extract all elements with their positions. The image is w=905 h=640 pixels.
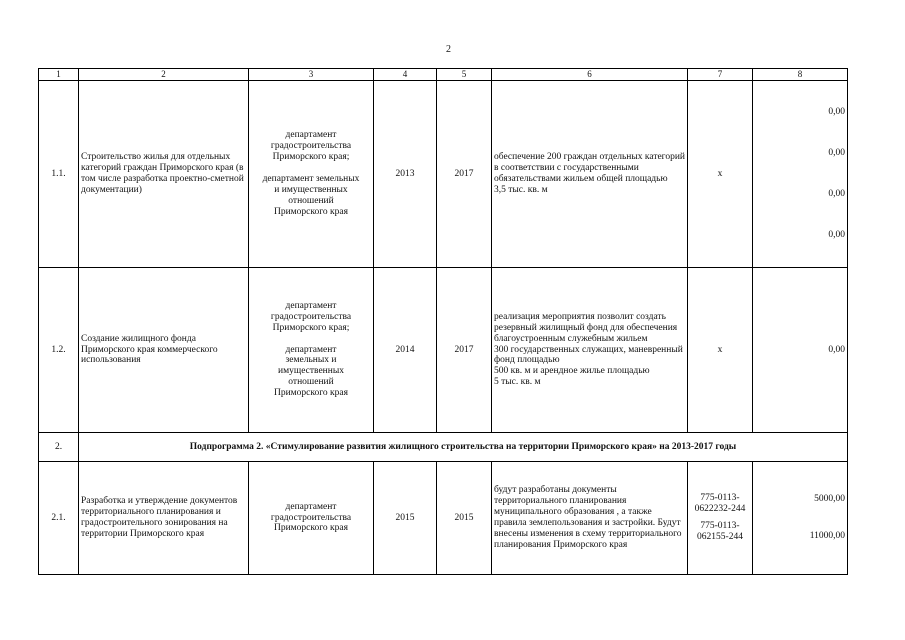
subprogram-row xyxy=(39,433,848,462)
amount: 5000,00 xyxy=(814,494,845,505)
table-row xyxy=(39,81,848,268)
amount: 0,00 xyxy=(753,268,848,433)
row-number: 2.1. xyxy=(39,462,79,575)
budget-codes-cell xyxy=(688,462,753,575)
executor: департамент градостроительства Приморского края; департамент земельных и имущественных отношений Приморского края xyxy=(249,81,374,268)
amount: 11000,00 xyxy=(809,531,845,541)
start-year: 2015 xyxy=(374,462,437,575)
amount: 0,00 xyxy=(828,107,845,118)
expected-result: реализация мероприятия позволит создать резервный жилищный фонд для обеспечения благоустроенным служебным жильем 300 государственных служащих, маневренный фонд площадью 500 кв. м и арендное жилье площадью 5 тыс. кв. м xyxy=(492,268,688,433)
budget-code: 775-0113- 0622232-244 xyxy=(694,493,746,515)
amounts-cell xyxy=(753,81,848,268)
start-year: 2014 xyxy=(374,268,437,433)
table-row xyxy=(39,462,848,575)
subprogram-number: 2. xyxy=(39,433,79,462)
expected-result: будут разработаны документы территориального планирования муниципального образования , а также правила землепользования и застройки. Будут внесены изменения в схему территориального планирования Приморского края xyxy=(492,462,688,575)
activity-name: Создание жилищного фонда Приморского края коммерческого использования xyxy=(79,268,249,433)
budget-code: 775-0113- 062155-244 xyxy=(697,521,743,542)
col-header-1: 1 xyxy=(39,69,79,81)
row-number: 1.1. xyxy=(39,81,79,268)
budget-code: х xyxy=(688,268,753,433)
end-year: 2017 xyxy=(437,268,492,433)
amount: 0,00 xyxy=(828,229,845,240)
program-table xyxy=(38,68,848,575)
amount: 0,00 xyxy=(828,189,845,199)
activity-name: Разработка и утверждение документов территориального планирования и градостроительного зонирования на территории Приморского края xyxy=(79,462,249,575)
col-header-6: 6 xyxy=(492,69,688,81)
expected-result: обеспечение 200 граждан отдельных категорий в соответствии с государственными обязательствами жильем общей площадью 3,5 тыс. кв. м xyxy=(492,81,688,268)
start-year: 2013 xyxy=(374,81,437,268)
activity-name: Строительство жилья для отдельных категорий граждан Приморского края (в том числе разработка проектно-сметной документации) xyxy=(79,81,249,268)
row-number: 1.2. xyxy=(39,268,79,433)
col-header-4: 4 xyxy=(374,69,437,81)
executor: департамент градостроительства Приморского края xyxy=(249,462,374,575)
end-year: 2015 xyxy=(437,462,492,575)
subprogram-title: Подпрограмма 2. «Стимулирование развития жилищного строительства на территории Приморского края» на 2013-2017 годы xyxy=(79,433,848,462)
executor: департамент градостроительства Приморского края; департамент земельных и имущественных отношений Приморского края xyxy=(249,268,374,433)
end-year: 2017 xyxy=(437,81,492,268)
col-header-3: 3 xyxy=(249,69,374,81)
budget-code: х xyxy=(688,81,753,268)
column-number-row xyxy=(39,69,848,81)
col-header-5: 5 xyxy=(437,69,492,81)
col-header-8: 8 xyxy=(753,69,848,81)
col-header-7: 7 xyxy=(688,69,753,81)
amounts-cell xyxy=(753,462,848,575)
table-row xyxy=(39,268,848,433)
amount: 0,00 xyxy=(828,148,845,159)
page-number: 2 xyxy=(446,44,451,55)
col-header-2: 2 xyxy=(79,69,249,81)
